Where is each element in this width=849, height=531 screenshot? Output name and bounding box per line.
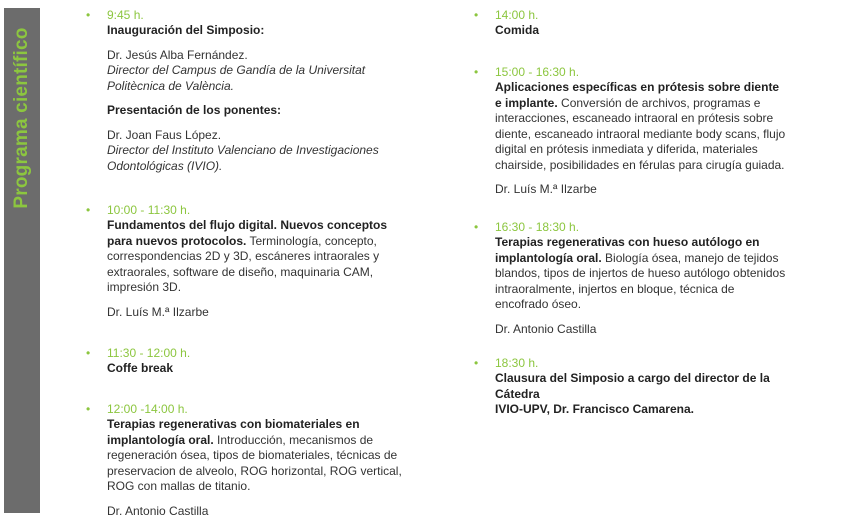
item-description: Biología ósea, manejo de tejidos: [601, 250, 779, 265]
bullet-icon: •: [86, 8, 91, 22]
speaker-name: Dr. Jesús Alba Fernández.: [107, 47, 248, 62]
item-title-line: Terapias regenerativas con hueso autólogo en: [495, 235, 760, 249]
speaker-role-line: Director del Instituto Valenciano de Investigaciones: [107, 143, 379, 157]
item-title-line: implantología oral.: [495, 250, 602, 265]
item-time: 15:00 - 16:30 h.: [495, 65, 580, 79]
program-item-4: [86, 402, 426, 519]
item-description-line: encofrado óseo.: [495, 297, 582, 311]
item-description: Conversión de archivos, programas e: [557, 95, 761, 110]
program-item-8: [474, 356, 814, 418]
program-item-1: [86, 8, 426, 174]
item-time: 16:30 - 18:30 h.: [495, 220, 580, 234]
speaker-name: Dr. Luís M.ª Ilzarbe: [107, 304, 209, 319]
item-description-line: interacciones, escaneado intraoral en prótesis sobre: [495, 111, 774, 125]
item-title: Comida: [495, 23, 540, 37]
bullet-icon: •: [86, 346, 91, 360]
program-item-3: [86, 346, 426, 377]
speaker-name: Dr. Antonio Castilla: [107, 503, 209, 518]
speaker-name: Dr. Antonio Castilla: [495, 321, 597, 336]
item-title: Coffe break: [107, 361, 174, 375]
item-time: 12:00 -14:00 h.: [107, 402, 188, 416]
item-title: Inauguración del Simposio:: [107, 23, 265, 37]
speaker-role-line: Director del Campus de Gandía de la Universitat: [107, 63, 366, 77]
item-description-line: preservacion de alveolo, ROG horizontal, ROG vertical,: [107, 463, 402, 478]
program-item-2: [86, 203, 426, 320]
item-time: 18:30 h.: [495, 356, 539, 370]
item-title-line: implantología oral.: [107, 432, 214, 447]
bullet-icon: •: [474, 8, 479, 22]
item-description-line: blandos, tipos de injertos de hueso autólogo obtenidos: [495, 266, 786, 280]
item-title-line: Aplicaciones específicas en prótesis sobre diente: [495, 80, 780, 94]
bullet-icon: •: [474, 220, 479, 234]
program-item-7: [474, 220, 814, 337]
sidebar-title: Programa científico: [11, 27, 32, 209]
item-description: Terminología, concepto,: [246, 233, 377, 248]
speaker-role-line: Politècnica de València.: [107, 78, 234, 93]
speaker-name: Dr. Luís M.ª Ilzarbe: [495, 182, 597, 196]
item-description-line: regeneración ósea, tipos de biomateriales, técnicas de: [107, 448, 398, 462]
bullet-icon: •: [474, 356, 479, 370]
program-item-5: [474, 8, 814, 39]
item-time: 14:00 h.: [495, 8, 539, 22]
item-title-line: Terapias regenerativas con biomateriales en: [107, 417, 360, 431]
item-description: Introducción, mecanismos de: [213, 432, 374, 447]
item-title-line: Clausura del Simposio a cargo del director de la Cátedra: [495, 371, 770, 401]
item-description-line: correspondencias 2D y 3D, escáneres intraorales y: [107, 249, 380, 263]
item-time: 10:00 - 11:30 h.: [107, 203, 191, 217]
item-subtitle: Presentación de los ponentes:: [107, 103, 282, 117]
bullet-icon: •: [86, 402, 91, 416]
item-description-line: ROG con mallas de titanio.: [107, 479, 251, 493]
item-title-line: IVIO-UPV, Dr. Francisco Camarena.: [495, 402, 694, 416]
item-description-line: extraorales, software de diseño, maquinaria CAM,: [107, 264, 374, 279]
bullet-icon: •: [86, 203, 91, 217]
item-title-line: e implante.: [495, 95, 558, 110]
program-item-6: [474, 65, 814, 198]
speaker-name: Dr. Joan Faus López.: [107, 127, 222, 142]
item-description-line: diente, escaneado intraoral mediante body scans, flujo: [495, 126, 786, 141]
item-title-line: para nuevos protocolos.: [107, 233, 247, 248]
item-description-line: impresión 3D.: [107, 280, 182, 294]
item-title-line: Fundamentos del flujo digital. Nuevos conceptos: [107, 218, 388, 232]
item-time: 9:45 h.: [107, 8, 144, 22]
sidebar: [4, 8, 40, 513]
speaker-role-line: Odontológicas (IVIO).: [107, 158, 223, 173]
item-time: 11:30 - 12:00 h.: [107, 346, 191, 360]
item-description-line: intraoralmente, injertos en bloque, técnica de: [495, 281, 735, 296]
bullet-icon: •: [474, 65, 479, 79]
item-description-line: chairside, posibilidades en férulas para cirugía guiada.: [495, 157, 785, 172]
item-description-line: digital en prótesis inmediata y diferida, materiales: [495, 142, 758, 156]
